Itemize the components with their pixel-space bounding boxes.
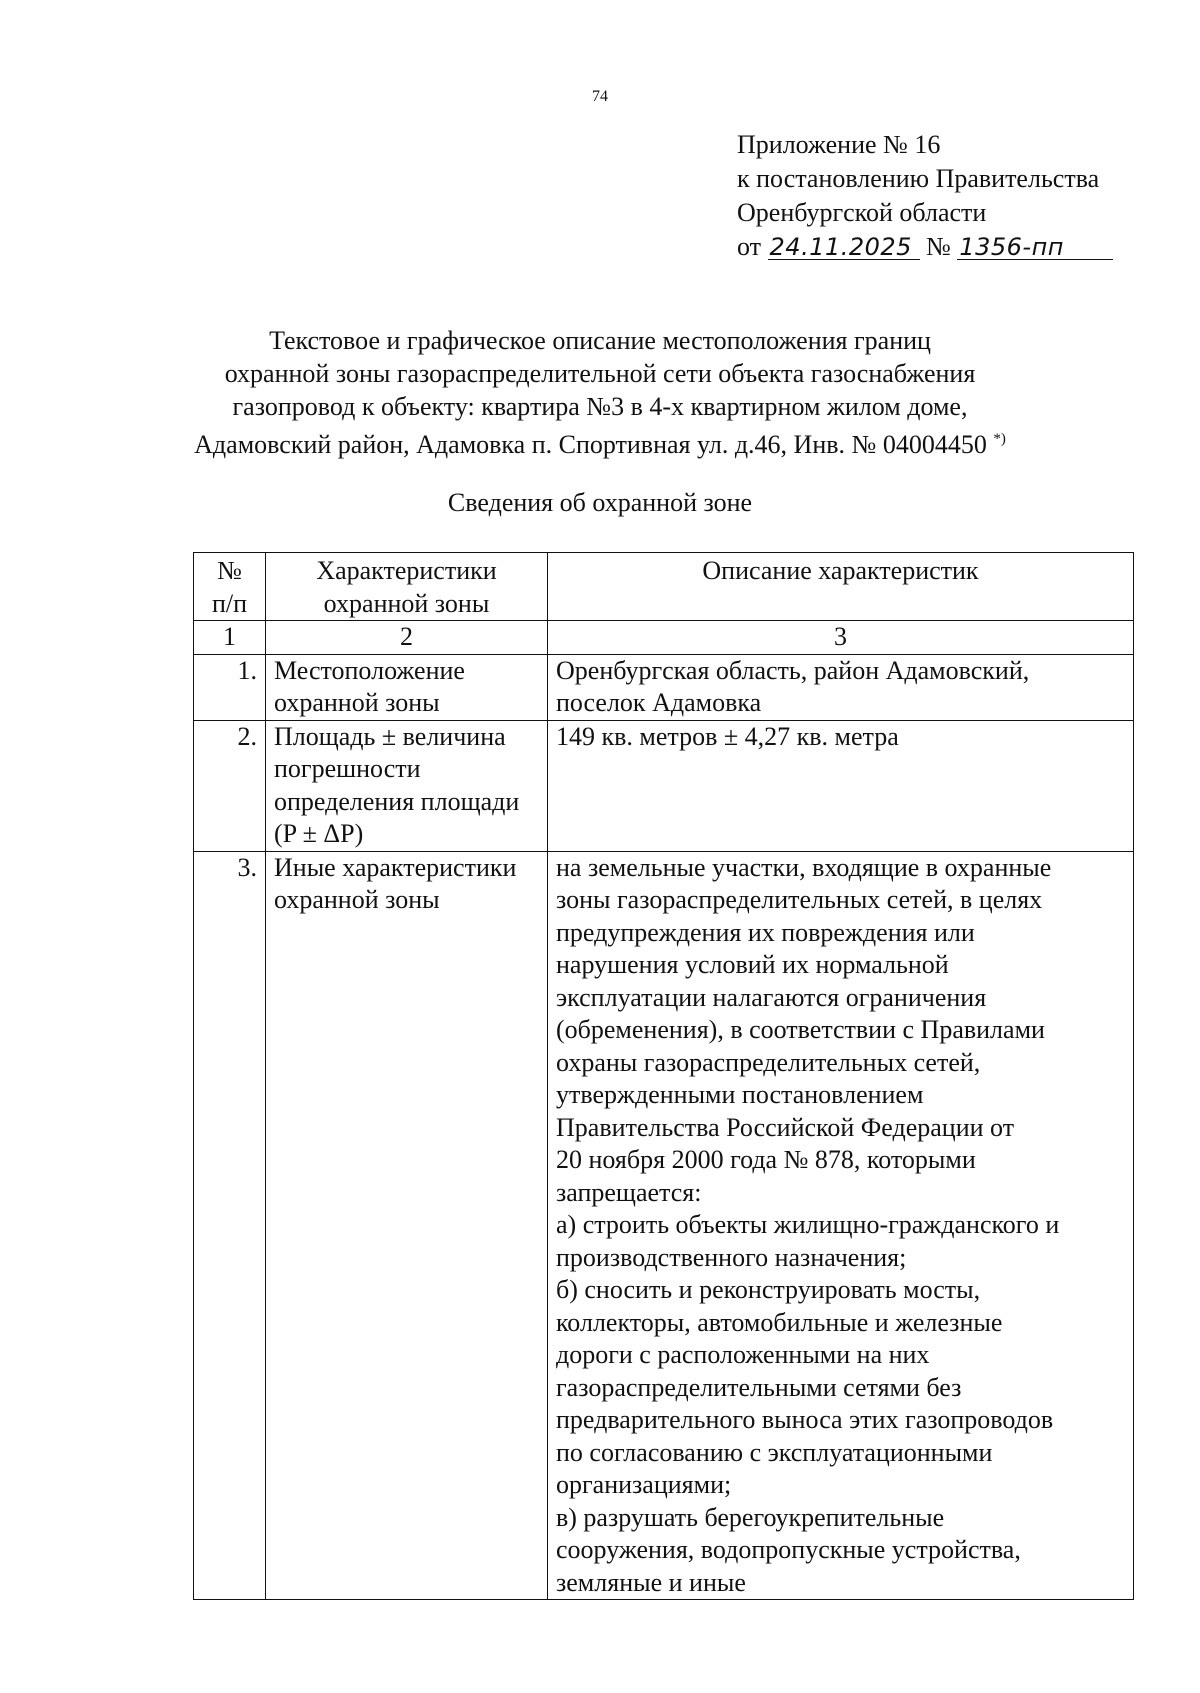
column-numbers-row: [194, 621, 1134, 655]
appendix-line-2: к постановлению Правительства: [737, 164, 1100, 193]
row-characteristic: Иные характеристики охранной зоны: [266, 851, 548, 1600]
header-number: № п/п: [194, 553, 266, 621]
title-line-last: [60, 423, 1140, 461]
header-characteristic: Характеристики охранной зоны: [266, 553, 548, 621]
row-characteristic: Местоположение охранной зоны: [266, 654, 548, 720]
title-line: Текстовое и графическое описание местоположения границ: [269, 326, 931, 355]
row-characteristic: Площадь ± величина погрешности определения площади (P ± ΔP): [266, 720, 548, 851]
protection-zone-table: [193, 552, 1134, 1600]
section-title: Сведения об охранной зоне: [447, 488, 753, 517]
row-description: 149 кв. метров ± 4,27 кв. метра: [548, 720, 1134, 851]
document-title: [60, 324, 1140, 461]
title-line: газопровод к объекту: квартира №3 в 4-х квартирном жилом доме,: [232, 392, 968, 421]
table-row: [194, 720, 1134, 851]
column-number: 1: [194, 621, 266, 655]
column-number: 3: [548, 621, 1134, 655]
row-number: 3.: [194, 851, 266, 1600]
appendix-block: [737, 128, 1113, 264]
row-number: 1.: [194, 654, 266, 720]
table-row: [194, 851, 1134, 1600]
from-prefix: от: [737, 232, 762, 261]
row-description: Оренбургская область, район Адамовский, поселок Адамовка: [548, 654, 1134, 720]
table-row: [194, 654, 1134, 720]
handwritten-date: 24.11.2025: [768, 235, 920, 260]
number-sign: №: [926, 232, 951, 261]
page-number: 74: [592, 88, 608, 105]
footnote-mark: *): [993, 431, 1006, 447]
table-header-row: [194, 553, 1134, 621]
row-number: 2.: [194, 720, 266, 851]
row-description: на земельные участки, входящие в охранные зоны газораспределительных сетей, в целях предупреждения их повреждения или нарушения условий их нормальной эксплуатации налагаются ограничения (обременения), в соответствии с Правилами охраны газораспределительных сетей, утвержденными постановлением Правительства Российской Федерации от 20 ноября 2000 года № 878, которыми запрещается: а) строить объекты жилищно-гражданского и производственного назначения; б) сносить и реконструировать мосты, коллекторы, автомобильные и железные дороги с расположенными на них газораспределительными сетями без предварительного выноса этих газопроводов по согласованию с эксплуатационными организациями; в) разрушать берегоукрепительные сооружения, водопропускные устройства, земляные и иные: [548, 851, 1134, 1600]
appendix-line-4: [737, 230, 1113, 264]
title-line-text: Адамовский район, Адамовка п. Спортивная ул. д.46, Инв. № 04004450: [194, 430, 987, 459]
appendix-line-3: Оренбургской области: [737, 198, 987, 227]
column-number: 2: [266, 621, 548, 655]
title-line: охранной зоны газораспределительной сети объекта газоснабжения: [224, 359, 976, 388]
handwritten-number: 1356-пп: [957, 235, 1113, 260]
header-description: Описание характеристик: [548, 553, 1134, 621]
appendix-line-1: Приложение № 16: [737, 130, 941, 159]
